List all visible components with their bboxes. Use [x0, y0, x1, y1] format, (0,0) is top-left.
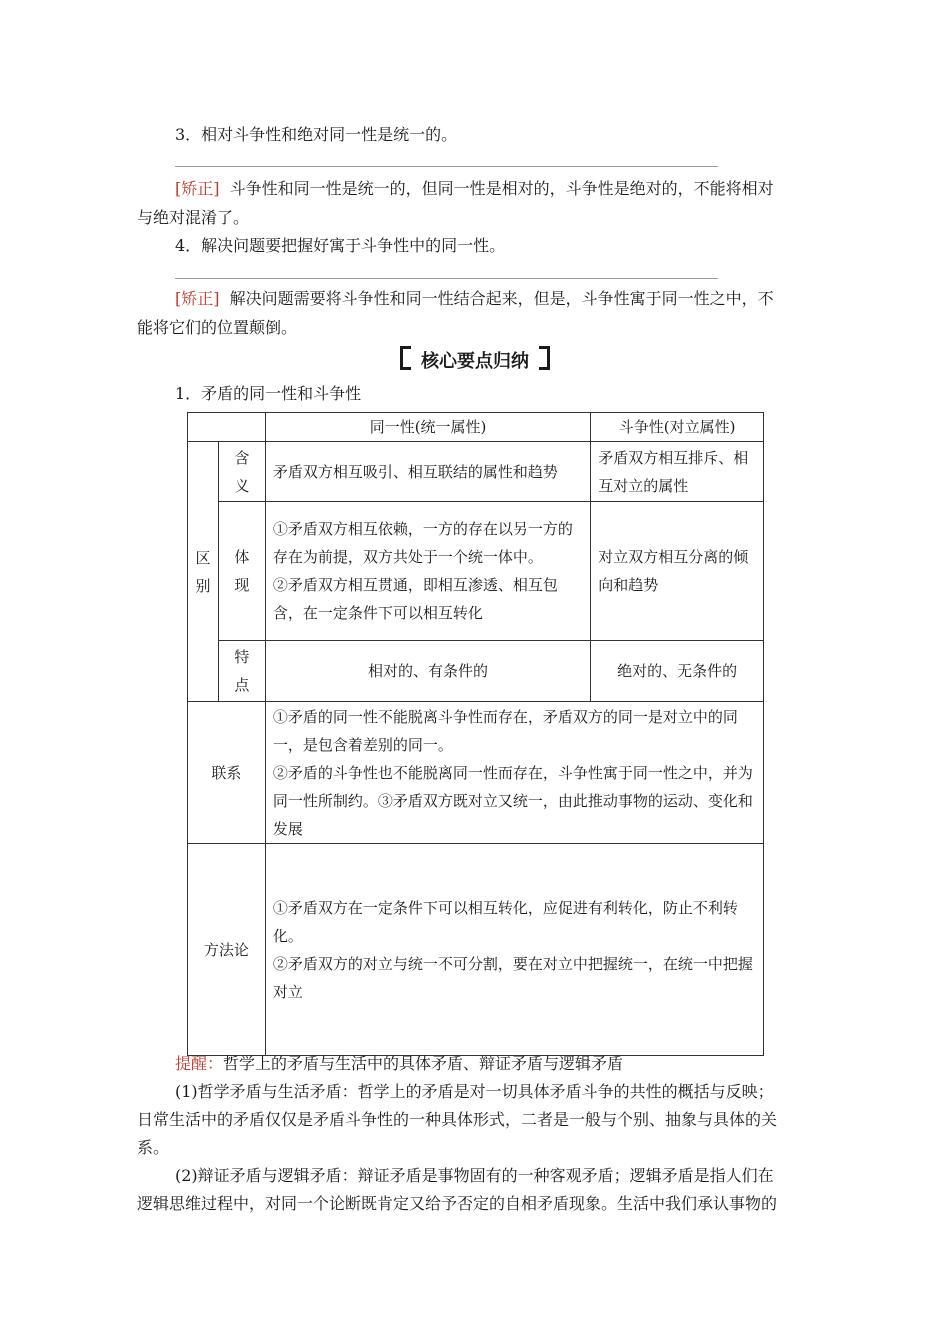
row-label-method: 方法论 — [188, 844, 266, 1056]
method-point-1: ①矛盾双方在一定条件下可以相互转化，应促进有利转化，防止不利转化。 — [272, 898, 738, 945]
cell-trait-identity: 相对的、有条件的 — [265, 641, 590, 702]
relation-point-2: ②矛盾的斗争性也不能脱离同一性而存在，斗争性寓于同一性之中，并为同一性所制约。③矛盾双方既对立又统一，由此推动事物的运动、变化和发展 — [272, 763, 753, 838]
manifest-point-2: ②矛盾双方相互贯通，即相互渗透、相互包含，在一定条件下可以相互转化 — [272, 576, 558, 622]
manifest-point-1: ①矛盾双方相互依赖，一方的存在以另一方的存在为前提，双方共处于一个统一体中。 — [272, 520, 573, 566]
correction-4-line-2: 能将它们的位置颠倒。 — [137, 318, 298, 337]
tip-p1-line-1: (1)哲学矛盾与生活矛盾：哲学上的矛盾是对一切具体矛盾斗争的共性的概括与反映； — [175, 1082, 774, 1101]
table-row — [188, 844, 764, 1056]
tip-p1-line-3: 系。 — [137, 1138, 170, 1157]
cell-trait-struggle: 绝对的、无条件的 — [591, 641, 764, 702]
bracket-right-icon — [539, 346, 550, 370]
tip-label: 提醒： — [175, 1054, 224, 1073]
row-label-relation: 联系 — [188, 702, 266, 844]
group-label-difference: 区别 — [188, 442, 219, 702]
item-3: 3．相对斗争性和绝对同一性是统一的。 — [175, 125, 458, 144]
relation-point-1: ①矛盾的同一性不能脱离斗争性而存在，矛盾双方的同一是对立中的同一，是包含着差别的同一。 — [272, 707, 738, 754]
tip-title: 哲学上的矛盾与生活中的具体矛盾、辩证矛盾与逻辑矛盾 — [223, 1054, 624, 1073]
answer-line — [175, 166, 718, 167]
cell-meaning-struggle: 矛盾双方相互排斥、相互对立的属性 — [591, 442, 764, 502]
cell-method — [265, 844, 763, 1056]
tip-p2-line-2: 逻辑思维过程中，对同一个论断既肯定又给予否定的自相矛盾现象。生活中我们承认事物的 — [137, 1194, 778, 1213]
bracket-left-icon — [400, 346, 411, 370]
summary-table — [187, 412, 764, 1056]
cell-relation — [265, 702, 763, 844]
correction-3-line-1 — [175, 178, 774, 200]
correction-text: 斗争性和同一性是统一的，但同一性是相对的，斗争性是绝对的，不能将相对 — [229, 179, 774, 198]
row-label-meaning: 含义 — [218, 442, 265, 502]
correction-4-line-1 — [175, 288, 774, 310]
correction-3-line-2: 与绝对混淆了。 — [137, 208, 250, 227]
row-label-manifest: 体现 — [218, 502, 265, 641]
cell-manifest-struggle: 对立双方相互分离的倾向和趋势 — [591, 502, 764, 641]
cell-meaning-identity: 矛盾双方相互吸引、相互联结的属性和趋势 — [265, 442, 590, 502]
correction-label: [矫正] — [175, 179, 220, 198]
subsection-title: 1．矛盾的同一性和斗争性 — [175, 384, 362, 403]
item-4: 4．解决问题要把握好寓于斗争性中的同一性。 — [175, 236, 506, 255]
section-heading — [380, 346, 570, 376]
correction-text: 解决问题需要将斗争性和同一性结合起来，但是，斗争性寓于同一性之中，不 — [229, 289, 774, 308]
table-row — [188, 502, 764, 641]
table-header-row — [188, 413, 764, 442]
correction-label: [矫正] — [175, 289, 220, 308]
section-heading-text: 核心要点归纳 — [421, 351, 529, 372]
tip-p2-line-1: (2)辩证矛盾与逻辑矛盾：辩证矛盾是事物固有的一种客观矛盾；逻辑矛盾是指人们在 — [175, 1166, 774, 1185]
col-header-identity: 同一性(统一属性) — [265, 413, 590, 442]
table-row — [188, 641, 764, 702]
table-corner-cell — [188, 413, 266, 442]
cell-manifest-identity — [265, 502, 590, 641]
method-point-2: ②矛盾双方的对立与统一不可分割，要在对立中把握统一，在统一中把握对立 — [272, 954, 753, 1001]
table-row — [188, 442, 764, 502]
answer-line — [175, 278, 718, 279]
col-header-struggle: 斗争性(对立属性) — [591, 413, 764, 442]
tip-line — [175, 1053, 623, 1075]
row-label-trait: 特点 — [218, 641, 265, 702]
table-row — [188, 702, 764, 844]
tip-p1-line-2: 日常生活中的矛盾仅仅是矛盾斗争性的一种具体形式，二者是一般与个别、抽象与具体的关 — [137, 1110, 778, 1129]
